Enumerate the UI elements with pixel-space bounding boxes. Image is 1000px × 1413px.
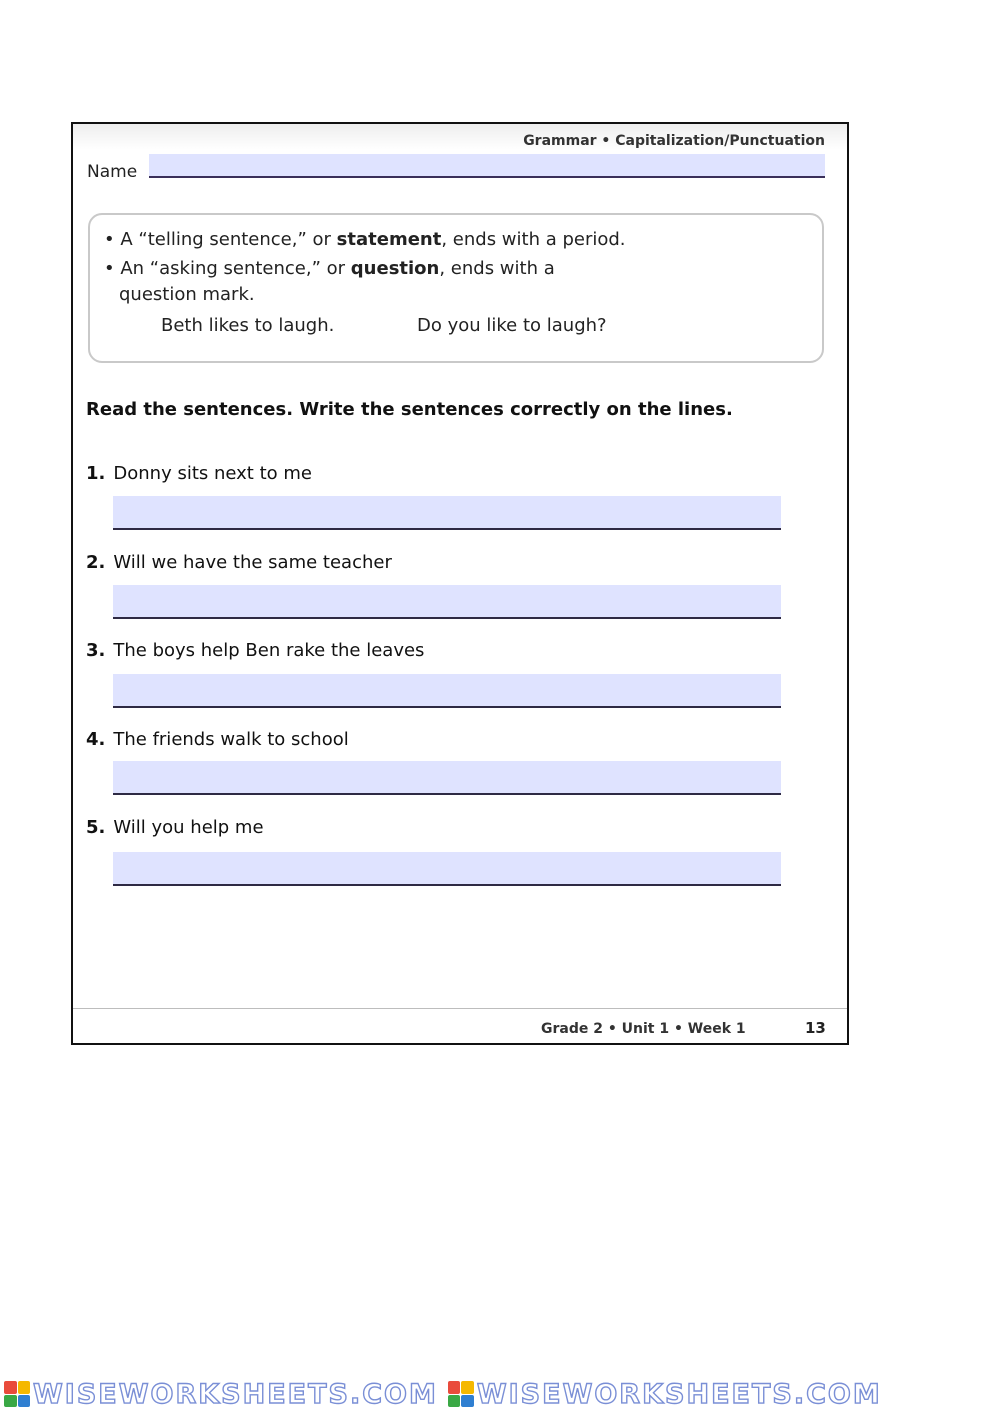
badge-square-green [448, 1395, 461, 1408]
badge-square-blue [18, 1395, 31, 1408]
answer-field-5[interactable] [113, 852, 781, 886]
item-number-5: 5. [86, 817, 106, 838]
item-text-2: Will we have the same teacher [113, 552, 392, 573]
rule-box [88, 213, 824, 363]
watermark-banner [4, 1378, 996, 1410]
footer-divider [73, 1008, 847, 1009]
footer-grade-unit-week: Grade 2 • Unit 1 • Week 1 [541, 1021, 746, 1037]
item-text-5: Will you help me [113, 817, 264, 838]
example-question: Do you like to laugh? [417, 315, 607, 336]
page-number: 13 [805, 1019, 826, 1037]
name-field[interactable] [149, 154, 825, 178]
badge-square-blue [461, 1395, 474, 1408]
example-statement: Beth likes to laugh. [161, 315, 335, 336]
watermark-text-2: WISEWORKSHEETS.COM [476, 1378, 882, 1410]
badge-square-yellow [461, 1381, 474, 1394]
rule-question-post: , ends with a [439, 258, 555, 279]
rule-question-term: question [350, 258, 440, 279]
item-text-3: The boys help Ben rake the leaves [113, 640, 425, 661]
rule-question-pre: • An “asking sentence,” or [104, 258, 351, 279]
section-title: Grammar • Capitalization/Punctuation [523, 133, 825, 149]
item-prompt-3 [86, 640, 424, 661]
item-number-1: 1. [86, 463, 106, 484]
item-prompt-1 [86, 463, 312, 484]
badge-square-green [4, 1395, 17, 1408]
watermark-logo-1 [4, 1379, 438, 1410]
badge-square-red [4, 1381, 17, 1394]
item-number-4: 4. [86, 729, 106, 750]
answer-field-2[interactable] [113, 585, 781, 619]
item-text-1: Donny sits next to me [113, 463, 312, 484]
item-number-3: 3. [86, 640, 106, 661]
rule-statement-term: statement [336, 229, 442, 250]
rule-statement-post: , ends with a period. [441, 229, 626, 250]
wise-badge-icon [4, 1381, 30, 1407]
worksheet-page [71, 122, 849, 1045]
wise-badge-icon [448, 1381, 474, 1407]
rule-question [104, 258, 555, 279]
answer-field-4[interactable] [113, 761, 781, 795]
rule-question-continued: question mark. [119, 284, 255, 305]
item-text-4: The friends walk to school [113, 729, 349, 750]
name-label: Name [87, 162, 138, 182]
item-number-2: 2. [86, 552, 106, 573]
watermark-text-1: WISEWORKSHEETS.COM [33, 1378, 438, 1410]
instructions: Read the sentences. Write the sentences correctly on the lines. [86, 399, 733, 420]
rule-statement [104, 229, 626, 250]
watermark-logo-2 [448, 1379, 882, 1410]
rule-statement-pre: • A “telling sentence,” or [104, 229, 337, 250]
item-prompt-2 [86, 552, 392, 573]
item-prompt-5 [86, 817, 264, 838]
answer-field-3[interactable] [113, 674, 781, 708]
item-prompt-4 [86, 729, 349, 750]
answer-field-1[interactable] [113, 496, 781, 530]
badge-square-red [448, 1381, 461, 1394]
badge-square-yellow [18, 1381, 31, 1394]
